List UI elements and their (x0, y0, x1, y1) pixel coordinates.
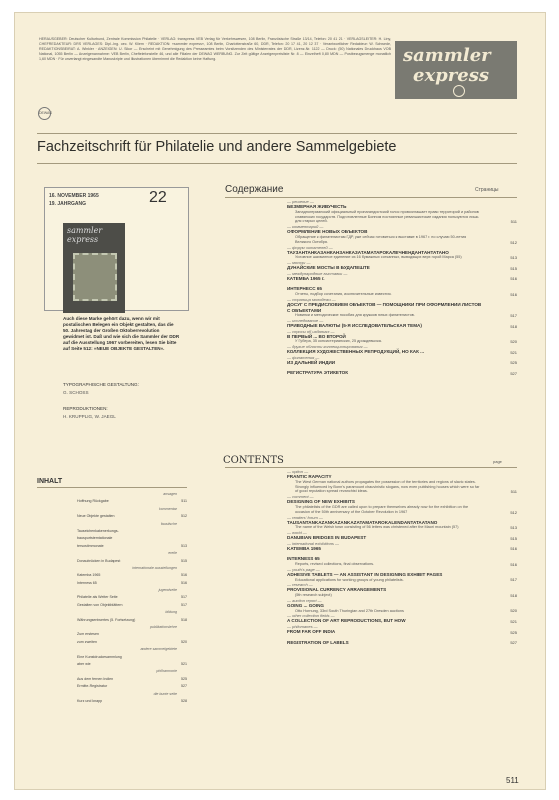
logo-line-2: express (413, 65, 489, 86)
inhalt-row (37, 588, 187, 595)
inhalt-row (37, 632, 187, 639)
russian-title: ОФОРМЛЕНИЕ НОВЫХ ОБЪЕКТОВ (287, 229, 368, 235)
english-title: REGISTRATION OF LABELS (287, 639, 349, 645)
russian-title: ПРИВОДНЫЕ ВАЛЮТЫ (5-Я ИССЛЕДОВАТЕЛЬСКАЯ ТЕМА) (287, 323, 422, 328)
inhalt-row (37, 492, 187, 499)
russian-desc: Новинки и методические пособия для кружков юных филателистов. (295, 313, 415, 318)
russian-rubric: — комментарий — (287, 224, 324, 230)
inhalt-title: Neue Objekte gestalten (77, 514, 115, 519)
russian-page: 516 (510, 276, 517, 282)
russian-title: ТАУЗАНТАНКАЗАНКАНЗАНКАЗАТАМАТАРОКАЛЕЧНЕНДАНТАНТАТАНО (287, 249, 449, 255)
russian-rubric: — спросы об изданиях — (287, 328, 335, 334)
russian-title: ДОСУГ С ПРЕДИСЛОВИЕМ ОБЪЕКТОВ — ПОМОЩНИКИ ПРИ ОФОРМЛЕНИИ ЛИСТОВ С ОБЪЕКТАМИ (287, 301, 482, 313)
inhalt-rubric: bildung (165, 610, 177, 615)
inhalt-row (37, 544, 187, 551)
inhalt-rubric: andere sammelgebiete (140, 647, 177, 652)
russian-item (225, 281, 517, 297)
russian-item (225, 365, 517, 376)
english-heading: CONTENTS (223, 455, 284, 466)
repro-label: REPRODUKTIONEN: (63, 406, 108, 411)
english-title: FRANTIC RAPACITY (287, 474, 332, 479)
english-page: 521 (510, 619, 517, 624)
russian-rubric: — исследование — (287, 318, 324, 323)
inhalt-row (37, 684, 187, 691)
inhalt-title: Tauseichenkakenerkungs- (77, 528, 119, 533)
inhalt-page: 528 (181, 698, 187, 703)
inhalt-row (37, 559, 187, 566)
issue-number: 22 (149, 189, 167, 206)
inhalt-page: 525 (181, 676, 187, 681)
english-rubric: — readers' forum — (287, 514, 323, 520)
russian-page: 517 (510, 313, 517, 318)
inhalt-row (37, 677, 187, 684)
english-rubric: — youth's page — (287, 566, 320, 572)
inhalt-rubric: die bunte seite (153, 691, 177, 696)
english-title: DESIGNING OF NEW EXHIBITS (287, 499, 355, 505)
english-rubric: — option — (287, 469, 309, 474)
english-item (225, 582, 517, 598)
stamp-image (73, 253, 117, 301)
russian-rubric: — другие области коллекционирования — (287, 344, 368, 350)
russian-rubric: — форум читателей — (287, 244, 333, 250)
inhalt-list (37, 492, 187, 706)
english-item (225, 598, 517, 614)
russian-desc: Западногерманский официальный пропагандистский голос провозглашает право территорий и районов славянских государств. Подготовленные Бонном постоянные реваншистские издания пользуются лишь для старых целей. (295, 209, 479, 224)
russian-title: КОЛЛЕКЦИЯ ХУДОЖЕСТВЕННЫХ РЕПРОДУКЦИЙ, НО КАК ... (287, 349, 425, 355)
russian-item (225, 260, 517, 271)
russian-title: ИЗ ДАЛЬНЕЙ ИНДИИ (287, 359, 336, 365)
divider (37, 133, 517, 134)
page-number: 511 (506, 776, 519, 785)
russian-heading: Содержание (225, 184, 284, 195)
inhalt-title: Währungsentwertes (5. Fortsetzung) (77, 617, 136, 622)
english-title: FROM FAR OFF INDIA (287, 629, 336, 634)
english-item (225, 613, 517, 624)
english-contents-list (225, 469, 517, 645)
inhalt-page: 520 (181, 639, 187, 644)
divider (225, 467, 517, 468)
inhalt-title: Eine Kunstdruckesammlung (77, 654, 122, 659)
russian-title: ИНТЕРНЕСС 65 (287, 286, 322, 292)
russian-page: 525 (510, 360, 517, 366)
english-page: 527 (510, 640, 517, 646)
inhalt-title: bauspurtstemtationale (77, 536, 113, 541)
english-rubric: — comment — (287, 494, 314, 500)
inhalt-title: Interness 65 (77, 580, 97, 585)
inhalt-rubric: ansagen (163, 492, 177, 496)
logo-mark-icon (453, 85, 465, 97)
english-desc: (5th research subject) (295, 593, 332, 597)
english-title: INTERNESS 65 (287, 556, 320, 562)
repro-value: H. KRUPPLIG, W. JAEGL (63, 414, 116, 419)
inhalt-row (37, 662, 187, 669)
english-title: GOING ... GOING (287, 602, 325, 608)
inhalt-page: 517 (181, 595, 187, 600)
inhalt-page: 521 (181, 661, 187, 666)
english-rubric: — other collection fields — (287, 613, 335, 619)
logo-line-1: sammler (403, 45, 491, 66)
russian-item (225, 318, 517, 329)
russian-contents-list (225, 199, 517, 376)
english-title: ADHESIVE TABLETS — AN ASSISTANT IN DESIGNING EXHIBIT PAGES (287, 571, 443, 577)
russian-page: 516 (510, 291, 517, 297)
inhalt-title: Donaubrücken in Budapest (77, 558, 121, 563)
inhalt-row (37, 573, 187, 580)
inhalt-title: aber wie (77, 661, 91, 666)
english-page: 512 (510, 509, 517, 515)
inhalt-title: Kurz und knapp (77, 698, 103, 703)
cover-caption: Auch diese Marke gehört dazu, wenn wir mit postalischen Belegen ein Objekt gestalten, das die 50. Jahrestag der Großen Oktoberrevolution gewidmet ist. Daß und wie sich die Sammler der DDR auf die Ausstellung 1967 vorbereiten, lesen Sie bitte auf Seite 512: »NEUE OBJEKTE GESTALTEN«. (63, 316, 180, 351)
english-page: 525 (510, 629, 517, 635)
inhalt-row (37, 603, 187, 610)
cover-title-2: express (67, 235, 99, 244)
inhalt-row (37, 514, 187, 521)
russian-desc: У Губера, 35 консистерианских, 25 дрождевыхка. (295, 339, 382, 344)
russian-page: 513 (510, 255, 517, 261)
russian-title: В ПЕРВЫЙ ... ВО ВТОРОЙ (287, 333, 346, 339)
inhalt-title: Ermitte-Registratur (77, 684, 108, 689)
inhalt-page: 512 (181, 514, 187, 519)
russian-item (225, 199, 517, 224)
english-desc: Otto Hornung, 33rd South Thuringian and 27th Dresden auctions (295, 608, 404, 613)
russian-rubric: — страница молодежи — (287, 296, 336, 302)
english-page: 511 (510, 489, 517, 495)
magazine-page (14, 12, 546, 790)
cover-image (63, 223, 125, 313)
russian-title: КАТЕМБА 1965 г. (287, 275, 325, 281)
russian-desc: Обращение к филателистам ГДР, уже сейчас готовиться к выставке в 1967 г. по случаю 50-летия Великого Октября. (295, 234, 467, 244)
inhalt-row (37, 507, 187, 514)
russian-rubric: — международные выставки — (287, 270, 348, 276)
english-title: TAUSANTANKAZANKAZANKAZATAMATAROKALENDANTATAATANO (287, 519, 438, 525)
english-title: DANUBIAN BRIDGES IN BUDAPEST (287, 535, 367, 541)
inhalt-rubric: publikationslehre (150, 625, 177, 630)
typo-label: TYPOGRAPHISCHE GESTALTUNG: (63, 382, 139, 387)
english-item (225, 515, 517, 531)
inhalt-row (37, 692, 187, 699)
english-item (225, 551, 517, 567)
russian-rubric: — решение — (287, 199, 314, 204)
inhalt-row (37, 566, 187, 573)
inhalt-page: 516 (181, 573, 187, 578)
inhalt-row (37, 640, 187, 647)
russian-item (225, 224, 517, 244)
inhalt-row (37, 647, 187, 654)
inhalt-row (37, 595, 187, 602)
inhalt-title: Aus dem fernen Indien (77, 676, 114, 681)
divider (225, 197, 517, 198)
russian-page: 512 (510, 239, 517, 245)
russian-item (225, 245, 517, 261)
magazine-subtitle: Fachzeitschrift für Philatelie und andere Sammelgebiete (37, 139, 397, 155)
english-item (225, 567, 517, 583)
inhalt-row (37, 610, 187, 617)
english-item (225, 530, 517, 541)
inhalt-row (37, 499, 187, 506)
english-rubric: — research — (287, 582, 313, 588)
english-rubric: — world — (287, 530, 307, 536)
english-desc: Educational applications for working groups of young philatelists. (295, 577, 404, 582)
inhalt-row (37, 625, 187, 632)
russian-title: ДУНАЙСКИЕ МОСТЫ В БУДАПЕШТЕ (287, 265, 370, 271)
russian-page: 515 (510, 265, 517, 271)
russian-page: 521 (510, 349, 517, 355)
russian-rubric: — мосты — (287, 260, 311, 266)
english-page: 518 (510, 592, 517, 598)
english-page: 516 (510, 561, 517, 567)
cover-title-1: sammler (67, 226, 103, 235)
english-rubric: — auction report — (287, 597, 322, 603)
magazine-logo (395, 41, 517, 99)
russian-page: 511 (510, 219, 517, 225)
inhalt-rubric: kommentar (159, 506, 177, 511)
inhalt-page: 516 (181, 580, 187, 585)
english-title: A COLLECTION OF ART REPRODUCTIONS, BUT HOW (287, 618, 406, 624)
inhalt-row (37, 655, 187, 662)
inhalt-row (37, 581, 187, 588)
russian-rubric: — филателия — (287, 354, 320, 360)
russian-item (225, 329, 517, 345)
russian-page: 518 (510, 323, 517, 329)
english-desc: Reports, revised collections, final observations. (295, 562, 375, 566)
english-item (225, 635, 517, 646)
inhalt-page: 518 (181, 617, 187, 622)
inhalt-row (37, 529, 187, 536)
typo-value: G. SCHOSS (63, 390, 89, 395)
inhalt-rubric: internationale ausstellungen (132, 565, 177, 570)
inhalt-row (37, 551, 187, 558)
english-rubric: — international exhibitions — (287, 540, 340, 546)
english-item (225, 624, 517, 635)
inhalt-page: 527 (181, 684, 187, 689)
inhalt-page: 511 (181, 499, 187, 504)
english-pages-label: page (493, 459, 502, 464)
russian-title: БЕЗМЕРНАЯ ЖИВУЧЕСТЬ (287, 204, 347, 209)
inhalt-page: 517 (181, 602, 187, 607)
english-item (225, 469, 517, 494)
russian-page: 527 (510, 370, 517, 376)
english-page: 516 (510, 546, 517, 552)
inhalt-row (37, 669, 187, 676)
imprint-text: HERAUSGEBER: Deutscher Kulturbund, Zentrale Kommission Philatelie · VERLAG: transpress VEB Verlag für Verkehrswesen, 108 Berlin, Französische Straße 13/14, Telefon: 20 41 21 · VERLAGSLEITER: H. Liny, CHEFREDAKTEUR: DRS VERLAGES: Dipl.-Ing. oec. W. Kliem · REDAKTION: »sammler express«, 108 Berlin, Charlottenstraße 60, DDR, Telefon: 20 17 41, 20 12 37 · Verantwortlicher Redakteur: W. Schwede, REDAKTIONSBEIRAT: A. Winkler · ANZEIGEN: U. Sikor — Erscheint mit Genehmigung des Presseamtes beim Vorsitzenden des Ministerrates der DDR, Lizenz-Nr. 1122 — Druck: (50) Nationales Druckhaus VOB National, 1055 Berlin — Anzeigenannahme: VEB Berlin, Cheftelefonstelle 46, und alle Filialen der DEWAG WERBUNG. Zur Zeit gültige Anzeigenpreisliste Nr. 8 — Einzelheft 0,80 MDN — Postbezugsmenge monatlich 1,60 MDN · Für unverlangt eingesandte Manuskripte und Illustrationen übernimmt die Redaktion keine Haftung. (39, 37, 391, 62)
russian-desc: Отчеты, подбор сочетания, исключительные известия. (295, 292, 392, 296)
inhalt-rubric: philharmonie (156, 669, 177, 674)
inhalt-rubric: faustische (160, 521, 177, 526)
issue-volume: 19. JAHRGANG (49, 201, 86, 207)
english-desc: The philatelists of the GDR are called upon to prepare themselves already now for the exhibition on the occasion of the 50th anniversary of the October Revolution in 1967 (295, 504, 469, 514)
inhalt-rubric: ereile (168, 551, 177, 556)
russian-item (225, 355, 517, 366)
inhalt-row (37, 522, 187, 529)
inhalt-title: Philatelie als Weiter Seite (77, 595, 118, 600)
russian-title: РЕГИСТРАТУРА ЭТИКЕТОК (287, 370, 349, 376)
issue-date: 16. NOVEMBER 1965 (49, 193, 99, 199)
english-item (225, 494, 517, 514)
divider (37, 487, 187, 488)
inhalt-page: 513 (181, 543, 187, 548)
inhalt-row (37, 536, 187, 543)
russian-item (225, 271, 517, 282)
english-item (225, 541, 517, 552)
russian-pages-label: Страницы (475, 187, 499, 193)
english-page: 517 (510, 577, 517, 583)
english-desc: The West German national authors propagates the possession of the territories and regions of slavic states. Strongly influenced by Bonn's paramount chauvinistic slogans, now even publishing houses which were so far of good reputation spread revanchist ideas. (295, 479, 480, 494)
inhalt-rubric: jugendseite (158, 588, 177, 593)
inhalt-heading: INHALT (37, 478, 63, 485)
english-title: KATEMBA 1965 (287, 545, 321, 551)
russian-page: 520 (510, 339, 517, 345)
russian-item (225, 344, 517, 355)
english-page: 515 (510, 535, 517, 541)
inhalt-row (37, 618, 187, 625)
english-page: 513 (510, 525, 517, 531)
inhalt-title: Katemba 1965 (77, 573, 101, 578)
inhalt-title: Hoffnung Rückgabe (77, 499, 109, 504)
inhalt-page: 515 (181, 558, 187, 563)
english-title: PROVISIONAL CURRENCY ARRANGEMENTS (287, 587, 387, 593)
inhalt-row (37, 699, 187, 706)
divider (37, 163, 517, 164)
english-rubric: — philomanes — (287, 624, 318, 629)
inhalt-title: zum zweiten (77, 639, 97, 644)
inhalt-title: tersostimmonate (77, 543, 104, 548)
english-page: 520 (510, 608, 517, 614)
inhalt-title: Gestalten von Objektblättern (77, 602, 123, 607)
russian-desc: Условное шахматное единение из 16 бумажных сотканных, выводящих верх горой Марса (55) (295, 255, 462, 260)
inhalt-title: Zum erstesen (77, 632, 99, 637)
printer-seal-icon: DEWAG (38, 107, 51, 120)
russian-item (225, 297, 517, 318)
english-desc: The name of the Welsh town consisting of 56 letters was christened after the Maori mountain (57) (295, 525, 459, 530)
